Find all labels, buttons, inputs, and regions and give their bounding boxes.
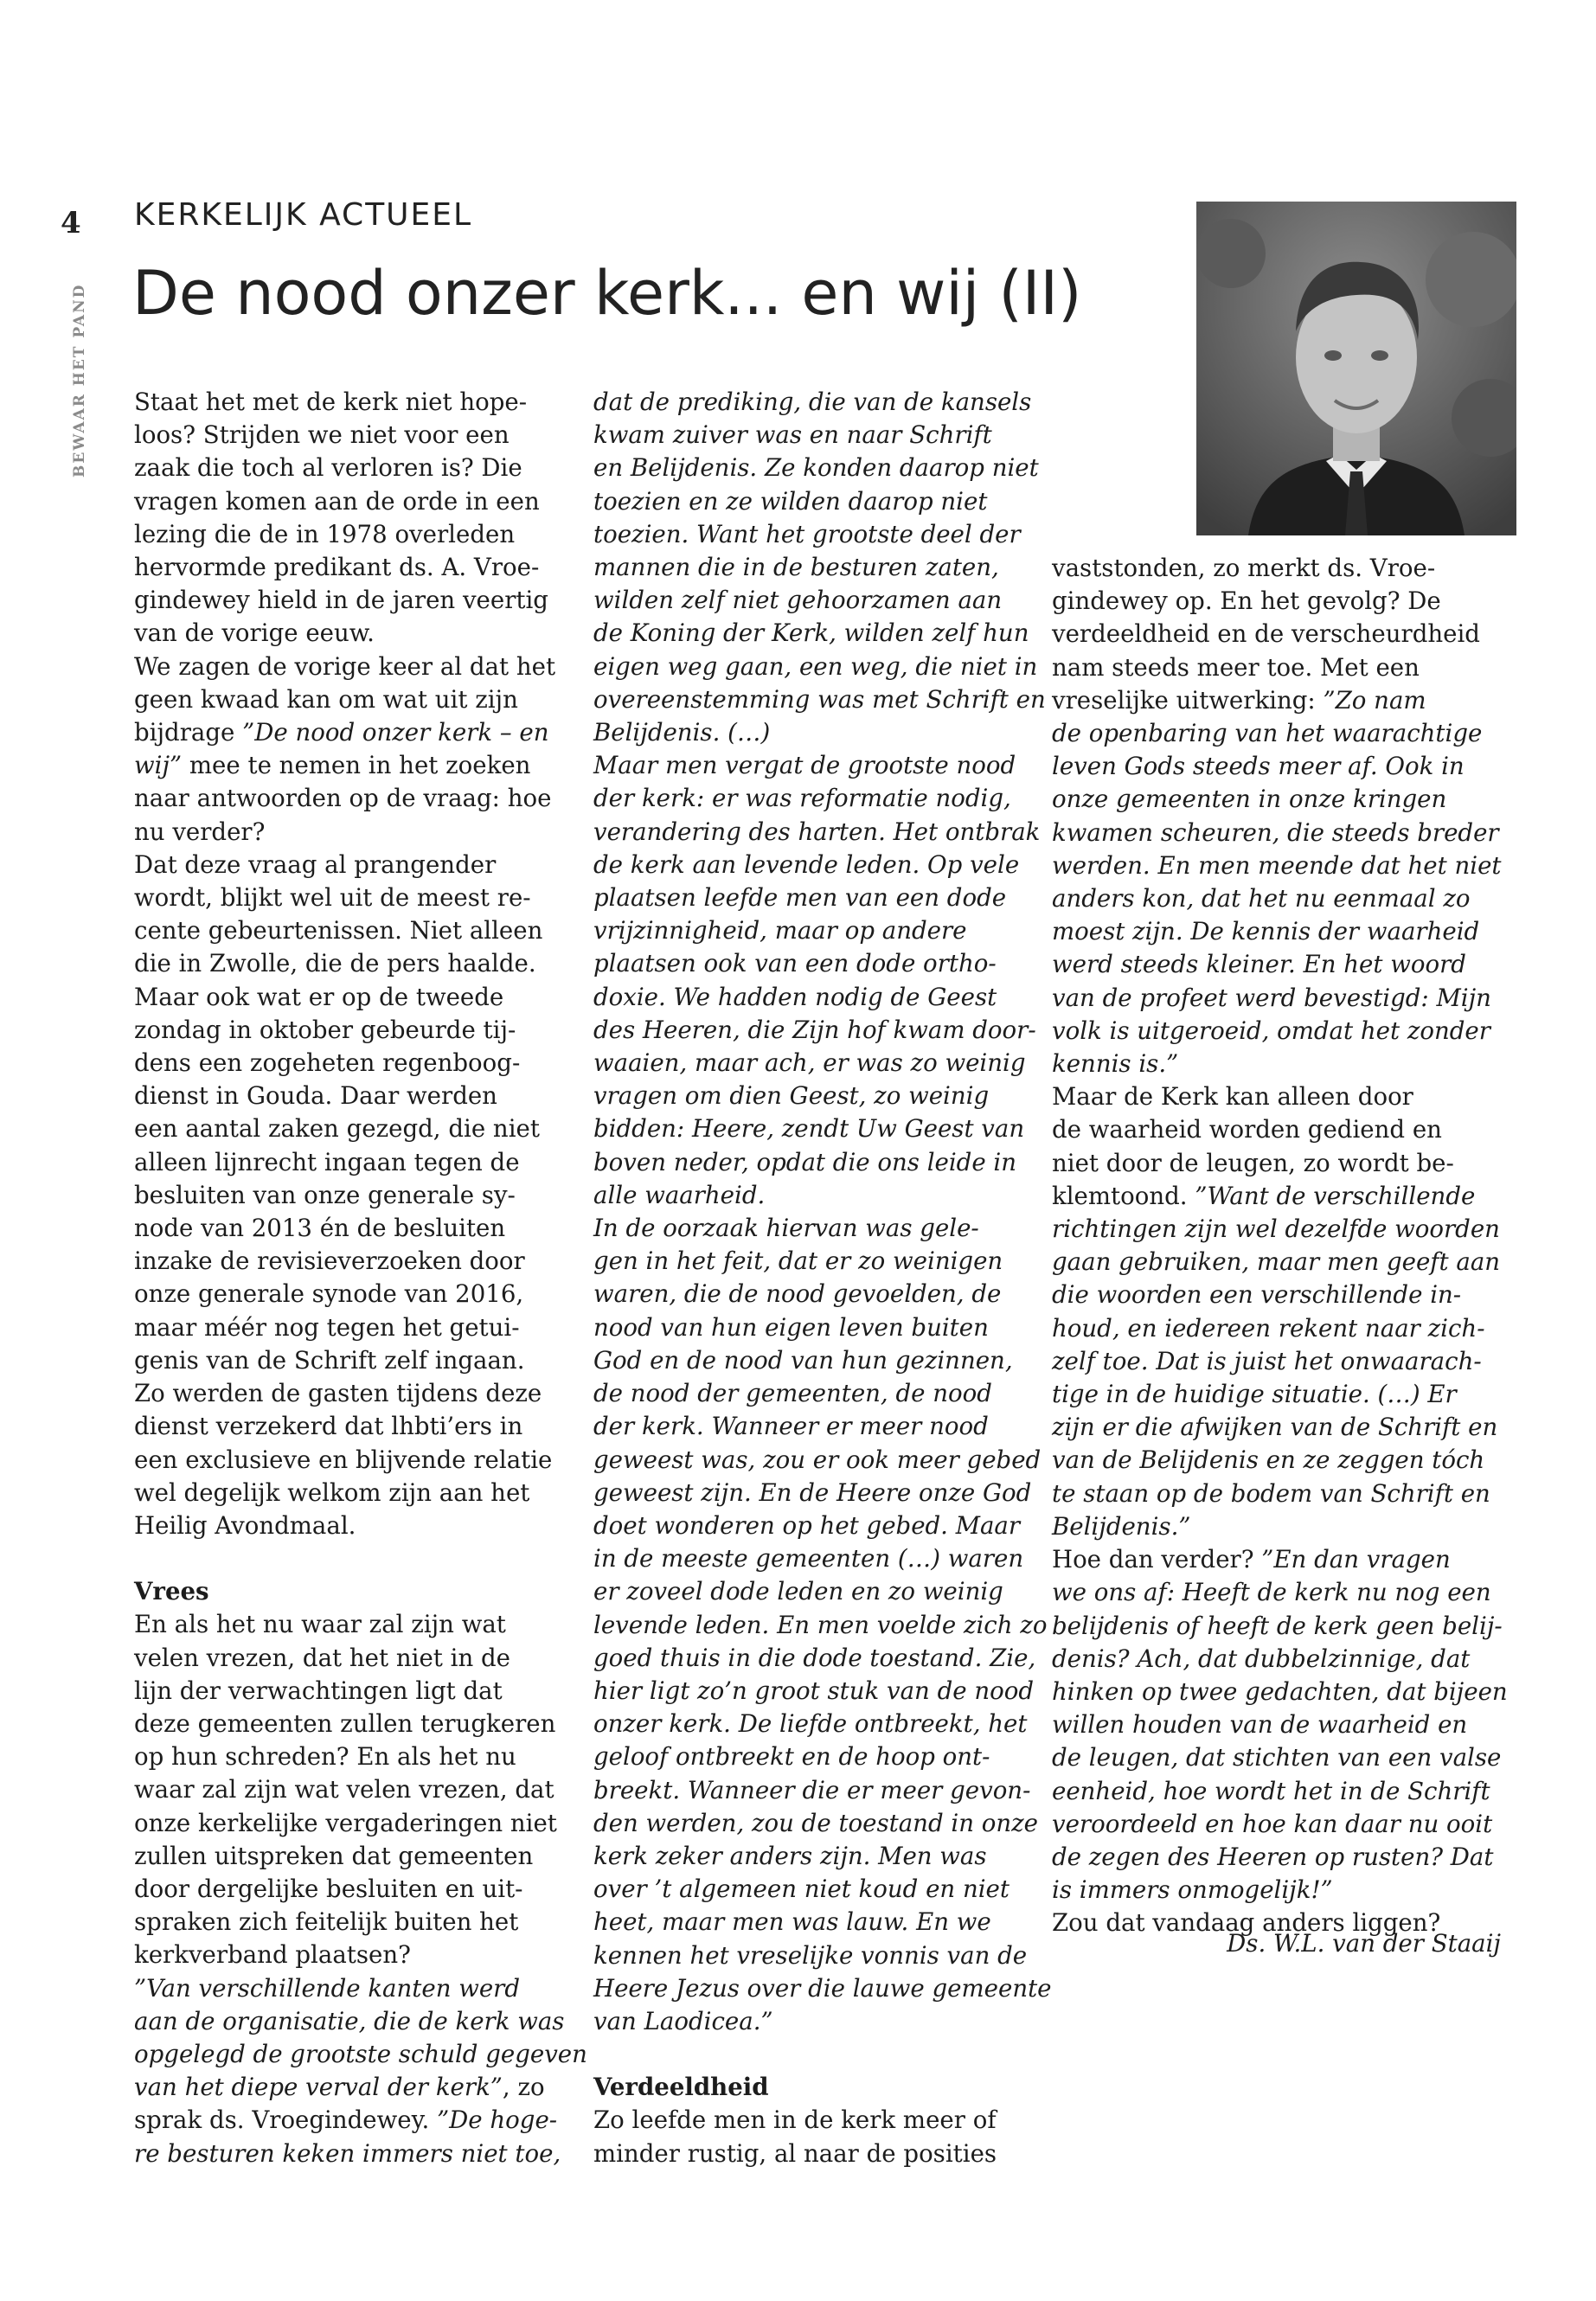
text-line: zondag in oktober gebeurde tij- — [134, 1015, 516, 1044]
quote-line: tige in de huidige situatie. (…) Er — [1052, 1380, 1457, 1409]
quote-line: kerk zeker anders zijn. Men was — [593, 1841, 987, 1870]
text-line: hervormde predikant ds. A. Vroe- — [134, 553, 540, 582]
text-line: lijn der verwachtingen ligt dat — [134, 1676, 503, 1705]
text-line: spraken zich feitelijk buiten het — [134, 1907, 519, 1937]
text-line: Maar ook wat er op de tweede — [134, 982, 504, 1011]
quote-line: kwamen scheuren, die steeds breder — [1052, 817, 1499, 847]
text-line: gindewey hield in de jaren veertig — [134, 586, 548, 615]
subheading-verdeeldheid: Verdeeldheid — [593, 2073, 769, 2102]
text-line: Hoe dan verder? ”En dan vragen — [1052, 1545, 1451, 1574]
text-line: een aantal zaken gezegd, die niet — [134, 1114, 540, 1144]
quote-line: geweest was, zou er ook meer gebed — [593, 1445, 1042, 1474]
quote-line: der kerk. Wanneer er meer nood — [593, 1412, 989, 1441]
quote-line: moest zijn. De kennis der waarheid — [1052, 917, 1480, 946]
quote-line: leven Gods steeds meer af. Ook in — [1052, 752, 1465, 781]
quote-line: werden. En men meende dat het niet — [1052, 850, 1502, 880]
quote-line: boven neder, opdat die ons leide in — [593, 1147, 1017, 1176]
quote-line: die woorden een verschillende in- — [1052, 1280, 1462, 1310]
article-column-2 — [593, 386, 1052, 2170]
quote-line: van de Belijdenis en ze zeggen tóch — [1052, 1445, 1485, 1475]
text-line: velen vrezen, dat het niet in de — [134, 1643, 510, 1672]
paragraph-gap — [593, 2038, 1043, 2071]
quote-line: zijn er die afwijken van de Schrift en — [1052, 1413, 1498, 1442]
subheading-vrees: Vrees — [134, 1577, 209, 1606]
author-signature: Ds. W.L. van der Staaij — [1227, 1929, 1501, 1958]
text-line: minder rustig, al naar de posities — [593, 2138, 997, 2168]
quote-line: eenheid, hoe wordt het in de Schrift — [1052, 1776, 1490, 1805]
quote-line: God en de nood van hun gezinnen, — [593, 1345, 1013, 1375]
text-line: Heilig Avondmaal. — [134, 1510, 356, 1540]
quote-line: bidden: Heere, zendt Uw Geest van — [593, 1114, 1025, 1144]
article-title: De nood onzer kerk... en wij (II) — [132, 258, 1082, 329]
article-column-1 — [134, 386, 587, 2170]
quote-line: re besturen keken immers niet toe, — [134, 2138, 561, 2168]
quote-line: alle waarheid. — [593, 1180, 766, 1209]
quote-line: waren, die de nood gevoelden, de — [593, 1279, 1002, 1309]
text-line: gindewey op. En het gevolg? De — [1052, 586, 1441, 616]
text-line: wordt, blijkt wel uit de meest re- — [134, 883, 531, 913]
text-line: onze kerkelijke vergaderingen niet — [134, 1808, 557, 1837]
quote-line: is immers onmogelijk!” — [1052, 1875, 1333, 1905]
text-line: vragen komen aan de orde in een — [134, 486, 540, 516]
text-line: Maar de Kerk kan alleen door — [1052, 1082, 1413, 1112]
quote-line: kennen het vreselijke vonnis van de — [593, 1940, 1028, 1970]
text-line: We zagen de vorige keer al dat het — [134, 651, 556, 681]
quote-line: de leugen, dat stichten van een valse — [1052, 1743, 1502, 1772]
section-label: KERKELIJK ACTUEEL — [134, 197, 473, 233]
text-line: bijdrage ”De nood onzer kerk – en — [134, 718, 549, 747]
text-line: Staat het met de kerk niet hope- — [134, 388, 528, 416]
text-line: door dergelijke besluiten en uit- — [134, 1874, 523, 1903]
quote-line: nood van hun eigen leven buiten — [593, 1312, 989, 1342]
quote-line: in de meeste gemeenten (…) waren — [593, 1544, 1024, 1574]
text-line: zullen uitspreken dat gemeenten — [134, 1841, 534, 1870]
quote-line: vrijzinnigheid, maar op andere — [593, 916, 967, 945]
quote-line: plaatsen leefde men van een dode — [593, 883, 1007, 913]
text-line: niet door de leugen, zo wordt be- — [1052, 1148, 1454, 1177]
text-line: van het diepe verval der kerk”, zo — [134, 2073, 545, 2102]
quote-line: gaan gebruiken, maar men geeft aan — [1052, 1247, 1501, 1277]
text-line: onze generale synode van 2016, — [134, 1279, 524, 1309]
quote-line: levende leden. En men voelde zich zo — [593, 1610, 1048, 1639]
text-line: sprak ds. Vroegindewey. ”De hoge- — [134, 2106, 558, 2135]
text-line: Zou dat vandaag anders liggen? — [1052, 1908, 1441, 1938]
quote-line: onzer kerk. De liefde ontbreekt, het — [593, 1709, 1028, 1739]
text-line: naar antwoorden op de vraag: hoe — [134, 784, 552, 813]
quote-line: vragen om dien Geest, zo weinig — [593, 1081, 990, 1111]
text-line: dens een zogeheten regenboog- — [134, 1048, 521, 1078]
quote-line: eigen weg gaan, een weg, die niet in — [593, 651, 1038, 681]
quote-line: zelf toe. Dat is juist het onwaarach- — [1052, 1346, 1482, 1375]
quote-line: de Koning der Kerk, wilden zelf hun — [593, 619, 1029, 648]
quote-line: toezien en ze wilden daarop niet — [593, 486, 988, 516]
quote-line: heet, maar men was lauw. En we — [593, 1907, 991, 1937]
text-line: vaststonden, zo merkt ds. Vroe- — [1052, 554, 1436, 582]
quote-line: geloof ontbreekt en de hoop ont- — [593, 1742, 990, 1772]
quote-line: wilden zelf niet gehoorzamen aan — [593, 586, 1003, 615]
author-photo — [1196, 202, 1516, 535]
quote-line: denis? Ach, dat dubbelzinnige, dat — [1052, 1644, 1471, 1673]
text-line: een exclusieve en blijvende relatie — [134, 1445, 553, 1474]
quote-line: willen houden van de waarheid en — [1052, 1710, 1468, 1740]
text-line: Zo leefde men in de kerk meer of — [593, 2106, 997, 2135]
quote-line: dat de prediking, die van de kansels — [593, 388, 1032, 416]
quote-line: over ’t algemeen niet koud en niet — [593, 1875, 1010, 1904]
text-line: op hun schreden? En als het nu — [134, 1742, 516, 1772]
text-line: de waarheid worden gediend en — [1052, 1115, 1442, 1144]
quote-line: de openbaring van het waarachtige — [1052, 719, 1483, 748]
text-line: kerkverband plaatsen? — [134, 1940, 411, 1970]
quote-line: Belijdenis.” — [1052, 1511, 1191, 1541]
quote-line: van Laodicea.” — [593, 2006, 773, 2035]
quote-line: we ons af: Heeft de kerk nu nog een — [1052, 1578, 1491, 1607]
quote-line: van de profeet werd bevestigd: Mijn — [1052, 983, 1491, 1012]
quote-line: de nood der gemeenten, de nood — [593, 1379, 992, 1408]
page-number: 4 — [61, 206, 81, 240]
text-line: nam steeds meer toe. Met een — [1052, 652, 1420, 682]
text-line: zaak die toch al verloren is? Die — [134, 453, 522, 483]
quote-line: kennis is.” — [1052, 1049, 1179, 1079]
magazine-side-label: BEWAAR HET PAND — [71, 283, 88, 478]
quote-line: aan de organisatie, die de kerk was — [134, 2006, 565, 2035]
quote-line: breekt. Wanneer die er meer gevon- — [593, 1775, 1031, 1804]
text-line: maar méér nog tegen het getui- — [134, 1312, 520, 1342]
text-line: alleen lijnrecht ingaan tegen de — [134, 1147, 520, 1176]
text-line: klemtoond. ”Want de verschillende — [1052, 1181, 1476, 1210]
quote-line: onze gemeenten in onze kringen — [1052, 785, 1447, 814]
quote-line: belijdenis of heeft de kerk geen belij- — [1052, 1611, 1503, 1640]
text-line: genis van de Schrift zelf ingaan. — [134, 1345, 525, 1375]
quote-line: werd steeds kleiner. En het woord — [1052, 950, 1466, 979]
quote-line: doet wonderen op het gebed. Maar — [593, 1510, 1021, 1540]
text-line: Dat deze vraag al prangender — [134, 849, 497, 879]
quote-line: geweest zijn. En de Heere onze God — [593, 1477, 1032, 1507]
quote-line: waaien, maar ach, er was zo weinig — [593, 1048, 1026, 1078]
text-line: lezing die de in 1978 overleden — [134, 519, 516, 548]
text-line: inzake de revisieverzoeken door — [134, 1247, 525, 1276]
quote-line: hinken op twee gedachten, dat bijeen — [1052, 1676, 1508, 1706]
quote-line: richtingen zijn wel dezelfde woorden — [1052, 1215, 1500, 1244]
text-line: wel degelijk welkom zijn aan het — [134, 1477, 530, 1507]
quote-line: er zoveel dode leden en zo weinig — [593, 1577, 1003, 1606]
text-line: En als het nu waar zal zijn wat — [134, 1610, 506, 1639]
quote-line: plaatsen ook van een dode ortho- — [593, 949, 997, 978]
text-line: die in Zwolle, die de pers haalde. — [134, 949, 536, 978]
quote-line: opgelegd de grootste schuld gegeven — [134, 2039, 587, 2068]
text-line: wij” mee te nemen in het zoeken — [134, 751, 531, 780]
text-line: geen kwaad kan om wat uit zijn — [134, 684, 518, 714]
quote-line: anders kon, dat het nu eenmaal zo — [1052, 884, 1471, 913]
quote-line: gen in het feit, dat er zo weinigen — [593, 1247, 1003, 1276]
quote-line: Maar men vergat de grootste nood — [593, 751, 1016, 780]
article-column-3 — [1052, 552, 1508, 1940]
text-line: loos? Strijden we niet voor een — [134, 420, 510, 450]
quote-line: der kerk: er was reformatie nodig, — [593, 784, 1011, 813]
quote-line: volk is uitgeroeid, omdat het zonder — [1052, 1016, 1490, 1045]
text-line: verdeeldheid en de verscheurdheid — [1052, 619, 1480, 649]
quote-line: de zegen des Heeren op rusten? Dat — [1052, 1842, 1494, 1871]
text-line: dienst verzekerd dat lhbti’ers in — [134, 1412, 523, 1441]
text-line: cente gebeurtenissen. Niet alleen — [134, 916, 543, 945]
text-line: node van 2013 én de besluiten — [134, 1214, 506, 1243]
quote-line: Heere Jezus over die lauwe gemeente — [593, 1973, 1052, 2003]
quote-line: Belijdenis. (…) — [593, 718, 771, 747]
text-line: vreselijke uitwerking: ”Zo nam — [1052, 685, 1426, 715]
quote-line: overeenstemming was met Schrift en — [593, 684, 1046, 714]
quote-line: hier ligt zo’n groot stuk van de nood — [593, 1676, 1034, 1705]
text-line: Zo werden de gasten tijdens deze — [134, 1379, 542, 1408]
text-line: besluiten van onze generale sy- — [134, 1180, 516, 1209]
quote-line: den werden, zou de toestand in onze — [593, 1808, 1039, 1837]
quote-line: toezien. Want het grootste deel der — [593, 519, 1021, 548]
text-line: deze gemeenten zullen terugkeren — [134, 1708, 556, 1738]
quote-line: des Heeren, die Zijn hof kwam door- — [593, 1015, 1036, 1044]
quote-line: te staan op de bodem van Schrift en — [1052, 1478, 1490, 1508]
quote-line: In de oorzaak hiervan was gele- — [593, 1214, 979, 1243]
quote-line: de kerk aan levende leden. Op vele — [593, 849, 1020, 879]
quote-line: goed thuis in die dode toestand. Zie, — [593, 1643, 1036, 1672]
quote-line: en Belijdenis. Ze konden daarop niet — [593, 453, 1039, 483]
quote-line: doxie. We hadden nodig de Geest — [593, 982, 997, 1011]
quote-line: kwam zuiver was en naar Schrift — [593, 420, 992, 450]
text-line: van de vorige eeuw. — [134, 619, 375, 648]
quote-line: veroordeeld en hoe kan daar nu ooit — [1052, 1809, 1493, 1838]
quote-line: houd, en iedereen rekent naar zich- — [1052, 1313, 1485, 1343]
text-line: dienst in Gouda. Daar werden — [134, 1081, 497, 1111]
text-line: waar zal zijn wat velen vrezen, dat — [134, 1775, 554, 1804]
quote-line: mannen die in de besturen zaten, — [593, 553, 999, 582]
paragraph-gap — [134, 1542, 567, 1575]
text-line: nu verder? — [134, 817, 266, 846]
quote-line: verandering des harten. Het ontbrak — [593, 817, 1041, 846]
quote-line: ”Van verschillende kanten werd — [134, 1973, 521, 2003]
